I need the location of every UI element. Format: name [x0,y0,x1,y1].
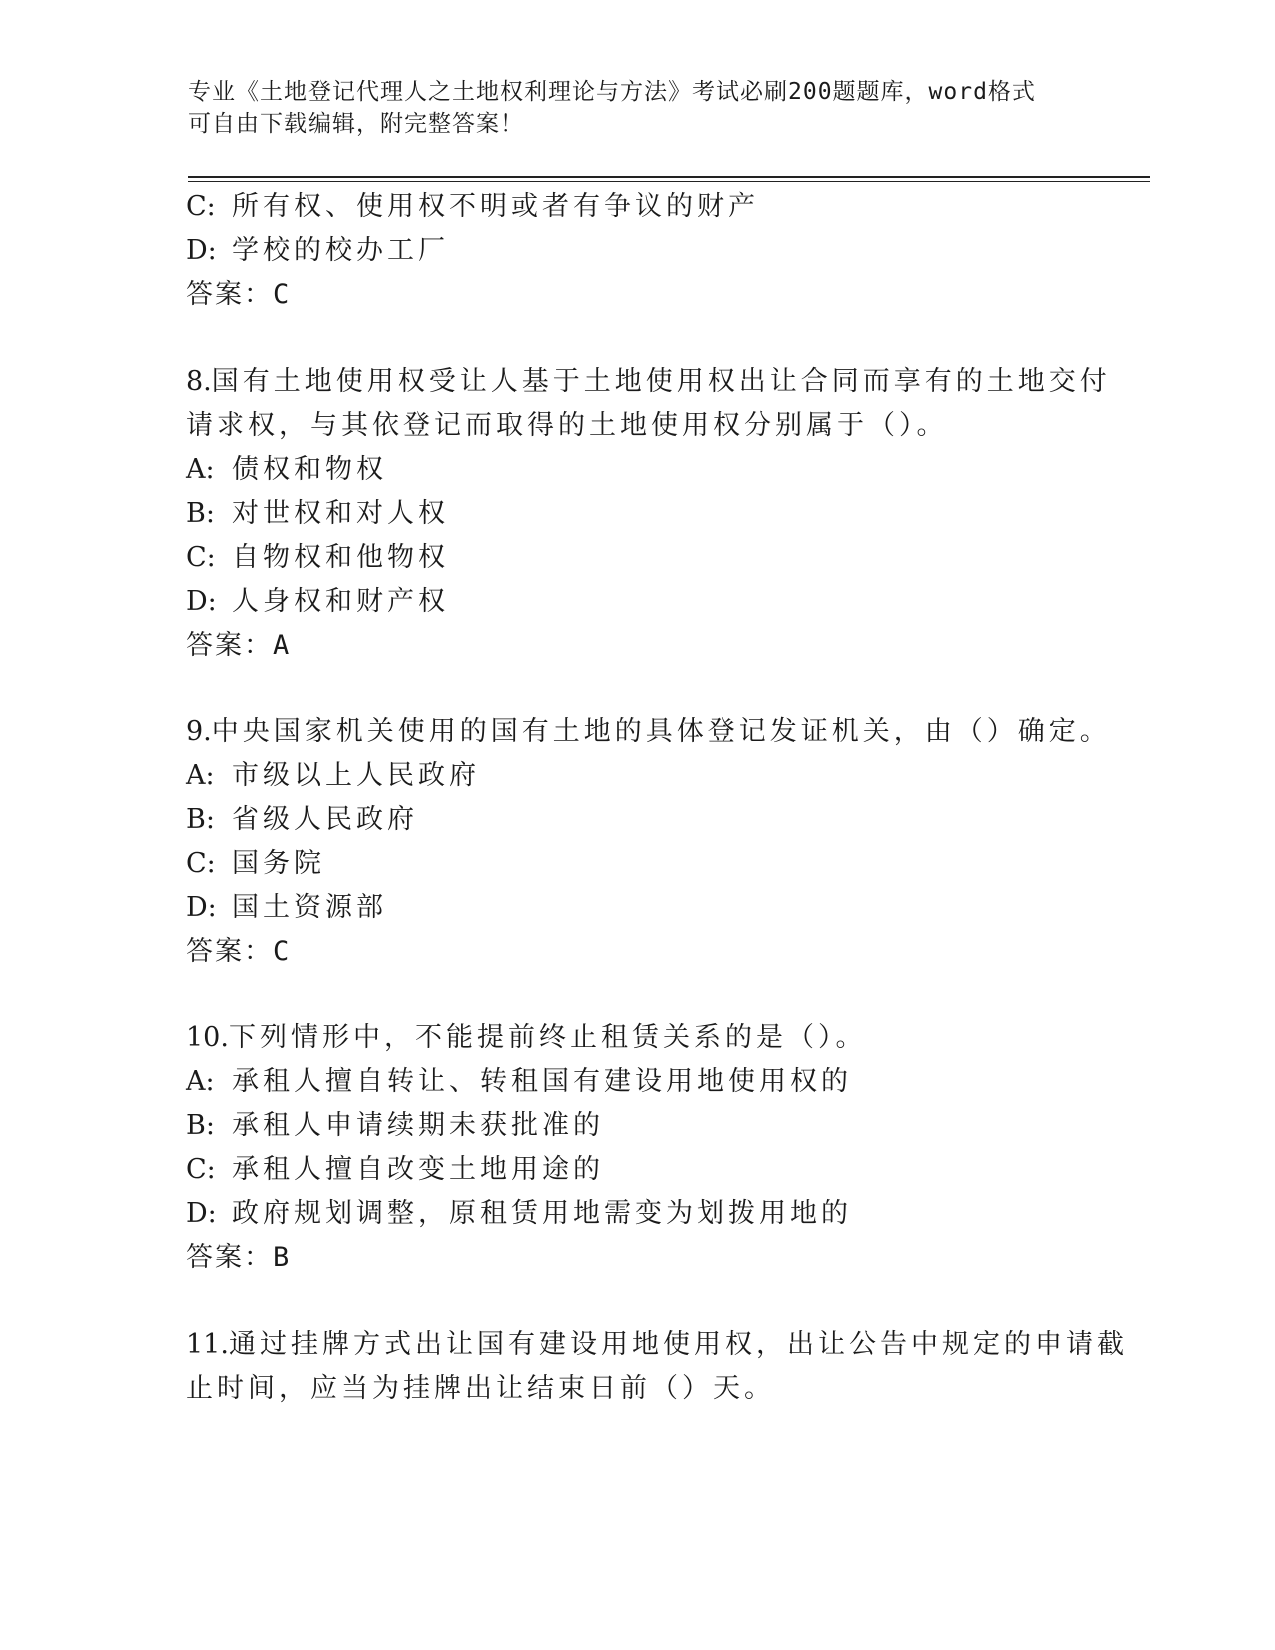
question-number: 8. [186,366,212,397]
option-text: 国务院 [232,848,325,879]
question-9-stem [186,715,1111,749]
option-label: B: [186,1110,215,1141]
option-d [186,1197,852,1231]
option-label: A: [186,1066,215,1097]
option-text: 省级人民政府 [232,804,418,835]
question-11-stem-cont: 止时间，应当为挂牌出让结束日前（）天。 [186,1373,775,1404]
option-text: 政府规划调整，原租赁用地需变为划拨用地的 [232,1198,852,1229]
answer: 答案：C [186,279,292,310]
option-text: 承租人擅自改变土地用途的 [232,1154,604,1185]
question-10-stem [186,1021,866,1055]
option-label: B: [186,804,215,835]
question-number: 11. [186,1329,229,1360]
option-c [186,847,325,881]
option-text: 学校的校办工厂 [232,235,449,266]
header-line-2: 可自由下载编辑，附完整答案！ [188,111,524,137]
option-label: A: [186,760,215,791]
option-d [186,891,387,925]
header-rule-thick [188,176,1150,178]
option-a [186,1065,852,1099]
option-label: C: [186,1154,216,1185]
question-text: 国有土地使用权受让人基于土地使用权出让合同而享有的土地交付 [211,366,1111,397]
question-text: 通过挂牌方式出让国有建设用地使用权，出让公告中规定的申请截 [228,1329,1128,1360]
document-header [188,76,1088,140]
option-a [186,759,480,793]
option-c [186,190,759,224]
question-8-stem-cont: 请求权，与其依登记而取得的土地使用权分别属于（）。 [186,410,948,441]
option-label: D: [186,586,217,617]
option-text: 债权和物权 [232,454,387,485]
header-rule-thin [188,181,1150,182]
option-label: C: [186,191,216,222]
option-label: B: [186,498,215,529]
header-line-1: 专业《土地登记代理人之土地权利理论与方法》考试必刷200题题库，word格式 [188,79,1036,105]
option-label: C: [186,848,216,879]
option-b [186,803,418,837]
answer: 答案：C [186,936,292,967]
option-c [186,541,449,575]
option-label: A: [186,454,215,485]
question-text: 中央国家机关使用的国有土地的具体登记发证机关，由（）确定。 [211,716,1111,747]
option-c [186,1153,604,1187]
question-number: 9. [186,716,212,747]
option-text: 自物权和他物权 [232,542,449,573]
option-label: D: [186,235,217,266]
question-number: 10. [186,1022,229,1053]
option-text: 市级以上人民政府 [232,760,480,791]
option-text: 国土资源部 [232,892,387,923]
answer: 答案：A [186,630,292,661]
option-b [186,1109,604,1143]
option-label: D: [186,892,217,923]
question-text: 下列情形中，不能提前终止租赁关系的是（）。 [228,1022,867,1053]
option-text: 所有权、使用权不明或者有争议的财产 [232,191,759,222]
question-8-stem [186,365,1111,399]
question-11-stem [186,1328,1128,1362]
option-text: 承租人擅自转让、转租国有建设用地使用权的 [232,1066,852,1097]
option-d [186,585,449,619]
option-label: D: [186,1198,217,1229]
option-d [186,234,449,268]
option-b [186,497,449,531]
option-text: 对世权和对人权 [232,498,449,529]
option-text: 承租人申请续期未获批准的 [232,1110,604,1141]
option-label: C: [186,542,216,573]
option-a [186,453,387,487]
option-text: 人身权和财产权 [232,586,449,617]
answer: 答案：B [186,1242,292,1273]
